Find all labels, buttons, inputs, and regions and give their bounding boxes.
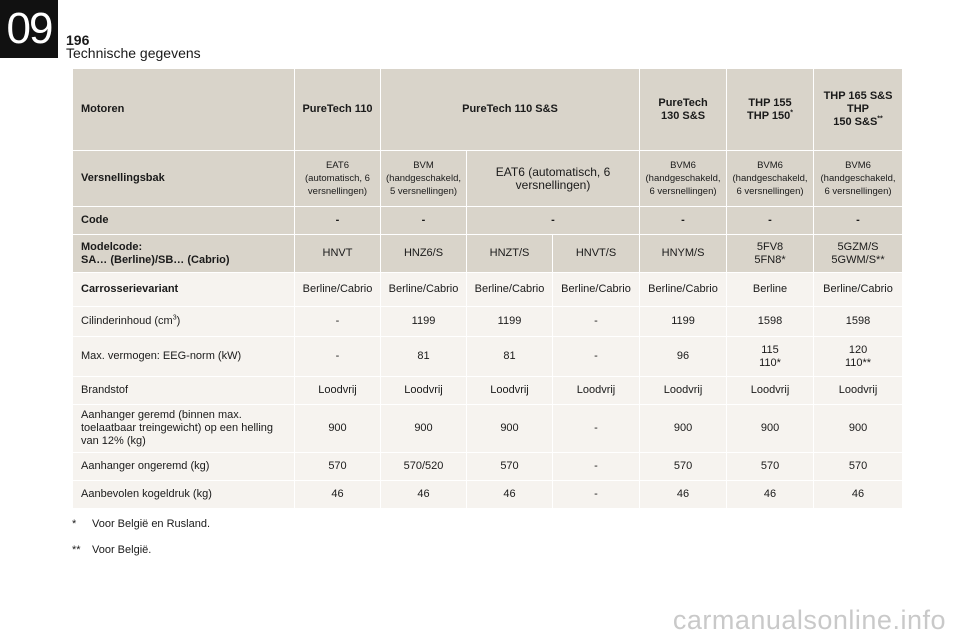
col-puretech-110: PureTech 110 xyxy=(295,69,381,151)
value-cell: Berline/Cabrio xyxy=(640,273,727,307)
row-brandstof xyxy=(73,377,903,405)
value-cell: 81 xyxy=(467,337,553,377)
modelcode-cell: HNVT xyxy=(295,235,381,273)
value-cell: 1199 xyxy=(640,307,727,337)
value-cell: 900 xyxy=(295,405,381,453)
code-cell: - xyxy=(814,207,903,235)
modelcode-cell: 5FV8 5FN8* xyxy=(727,235,814,273)
value-cell: 1598 xyxy=(814,307,903,337)
value-cell: 46 xyxy=(727,481,814,509)
value-cell: 46 xyxy=(295,481,381,509)
footnote: ** Voor België. xyxy=(72,544,152,556)
value-cell: Loodvrij xyxy=(381,377,467,405)
gearbox-cell: EAT6 (automatisch, 6 versnellingen) xyxy=(295,151,381,207)
section-title: Technische gegevens xyxy=(66,45,201,61)
col-thp-155: THP 155 THP 150* xyxy=(727,69,814,151)
watermark: carmanualsonline.info xyxy=(672,605,946,635)
value-cell: 570/520 xyxy=(381,453,467,481)
row-aanhanger-ongeremd xyxy=(73,453,903,481)
value-cell: 1199 xyxy=(467,307,553,337)
value-cell: Loodvrij xyxy=(467,377,553,405)
row-carrosserievariant xyxy=(73,273,903,307)
value-cell: Berline xyxy=(727,273,814,307)
value-cell: 900 xyxy=(727,405,814,453)
label-code: Code xyxy=(73,207,295,235)
value-cell: - xyxy=(295,307,381,337)
footnote: * Voor België en Rusland. xyxy=(72,518,211,530)
value-cell: Loodvrij xyxy=(727,377,814,405)
gearbox-cell: BVM (handgeschakeld, 5 versnellingen) xyxy=(381,151,467,207)
code-cell: - xyxy=(295,207,381,235)
value-cell: Loodvrij xyxy=(295,377,381,405)
row-label: Aanhanger ongeremd (kg) xyxy=(73,453,295,481)
gearbox-cell: BVM6 (handgeschakeld, 6 versnellingen) xyxy=(814,151,903,207)
row-label: Carrosserievariant xyxy=(73,273,295,307)
value-cell: Loodvrij xyxy=(640,377,727,405)
value-cell: Berline/Cabrio xyxy=(553,273,640,307)
row-max-vermogen xyxy=(73,337,903,377)
row-versnellingsbak xyxy=(73,151,903,207)
value-cell: 570 xyxy=(727,453,814,481)
value-cell: Berline/Cabrio xyxy=(814,273,903,307)
col-puretech-110-ss: PureTech 110 S&S xyxy=(381,69,640,151)
code-cell: - xyxy=(381,207,467,235)
value-cell: 115 110* xyxy=(727,337,814,377)
label-modelcode: Modelcode: SA… (Berline)/SB… (Cabrio) xyxy=(73,235,295,273)
modelcode-cell: HNVT/S xyxy=(553,235,640,273)
value-cell: Loodvrij xyxy=(814,377,903,405)
label-motoren: Motoren xyxy=(73,69,295,151)
row-label: Cilinderinhoud $(cm^3)$ xyxy=(73,307,295,337)
col-thp-165: THP 165 S&S THP 150 S&S** xyxy=(814,69,903,151)
label-versnellingsbak: Versnellingsbak xyxy=(73,151,295,207)
value-cell: 570 xyxy=(467,453,553,481)
value-cell: Berline/Cabrio xyxy=(381,273,467,307)
value-cell: Berline/Cabrio xyxy=(467,273,553,307)
value-cell: Berline/Cabrio xyxy=(295,273,381,307)
row-modelcode xyxy=(73,235,903,273)
value-cell: - xyxy=(553,453,640,481)
row-label: Aanhanger geremd (binnen max. toelaatbaar treingewicht) op een helling van 12% (kg) xyxy=(73,405,295,453)
value-cell: 46 xyxy=(467,481,553,509)
value-cell: Loodvrij xyxy=(553,377,640,405)
gearbox-cell: BVM6 (handgeschakeld, 6 versnellingen) xyxy=(640,151,727,207)
value-cell: 900 xyxy=(640,405,727,453)
value-cell: 1598 xyxy=(727,307,814,337)
modelcode-cell: 5GZM/S 5GWM/S** xyxy=(814,235,903,273)
col-puretech-130-ss: PureTech 130 S&S xyxy=(640,69,727,151)
chapter-number: 09 xyxy=(0,0,58,58)
value-cell: 96 xyxy=(640,337,727,377)
row-motoren xyxy=(73,69,903,151)
gearbox-cell: BVM6 (handgeschakeld, 6 versnellingen) xyxy=(727,151,814,207)
value-cell: - xyxy=(553,307,640,337)
code-cell: - xyxy=(467,207,640,235)
value-cell: 900 xyxy=(467,405,553,453)
row-label: Aanbevolen kogeldruk (kg) xyxy=(73,481,295,509)
value-cell: 900 xyxy=(381,405,467,453)
code-cell: - xyxy=(727,207,814,235)
value-cell: 81 xyxy=(381,337,467,377)
modelcode-cell: HNZ6/S xyxy=(381,235,467,273)
value-cell: 900 xyxy=(814,405,903,453)
value-cell: - xyxy=(553,481,640,509)
modelcode-cell: HNYM/S xyxy=(640,235,727,273)
value-cell: 46 xyxy=(814,481,903,509)
value-cell: - xyxy=(553,337,640,377)
row-kogeldruk xyxy=(73,481,903,509)
value-cell: 46 xyxy=(381,481,467,509)
value-cell: - xyxy=(553,405,640,453)
page-number: 196 xyxy=(66,32,90,48)
row-code xyxy=(73,207,903,235)
row-cilinderinhoud xyxy=(73,307,903,337)
value-cell: 120 110** xyxy=(814,337,903,377)
modelcode-cell: HNZT/S xyxy=(467,235,553,273)
row-label: Brandstof xyxy=(73,377,295,405)
value-cell: 46 xyxy=(640,481,727,509)
gearbox-cell: EAT6 (automatisch, 6 versnellingen) xyxy=(467,151,640,207)
value-cell: 570 xyxy=(295,453,381,481)
value-cell: 570 xyxy=(814,453,903,481)
value-cell: 570 xyxy=(640,453,727,481)
code-cell: - xyxy=(640,207,727,235)
value-cell: - xyxy=(295,337,381,377)
value-cell: 1199 xyxy=(381,307,467,337)
row-aanhanger-geremd xyxy=(73,405,903,453)
spec-table xyxy=(72,68,903,509)
row-label: Max. vermogen: EEG-norm (kW) xyxy=(73,337,295,377)
